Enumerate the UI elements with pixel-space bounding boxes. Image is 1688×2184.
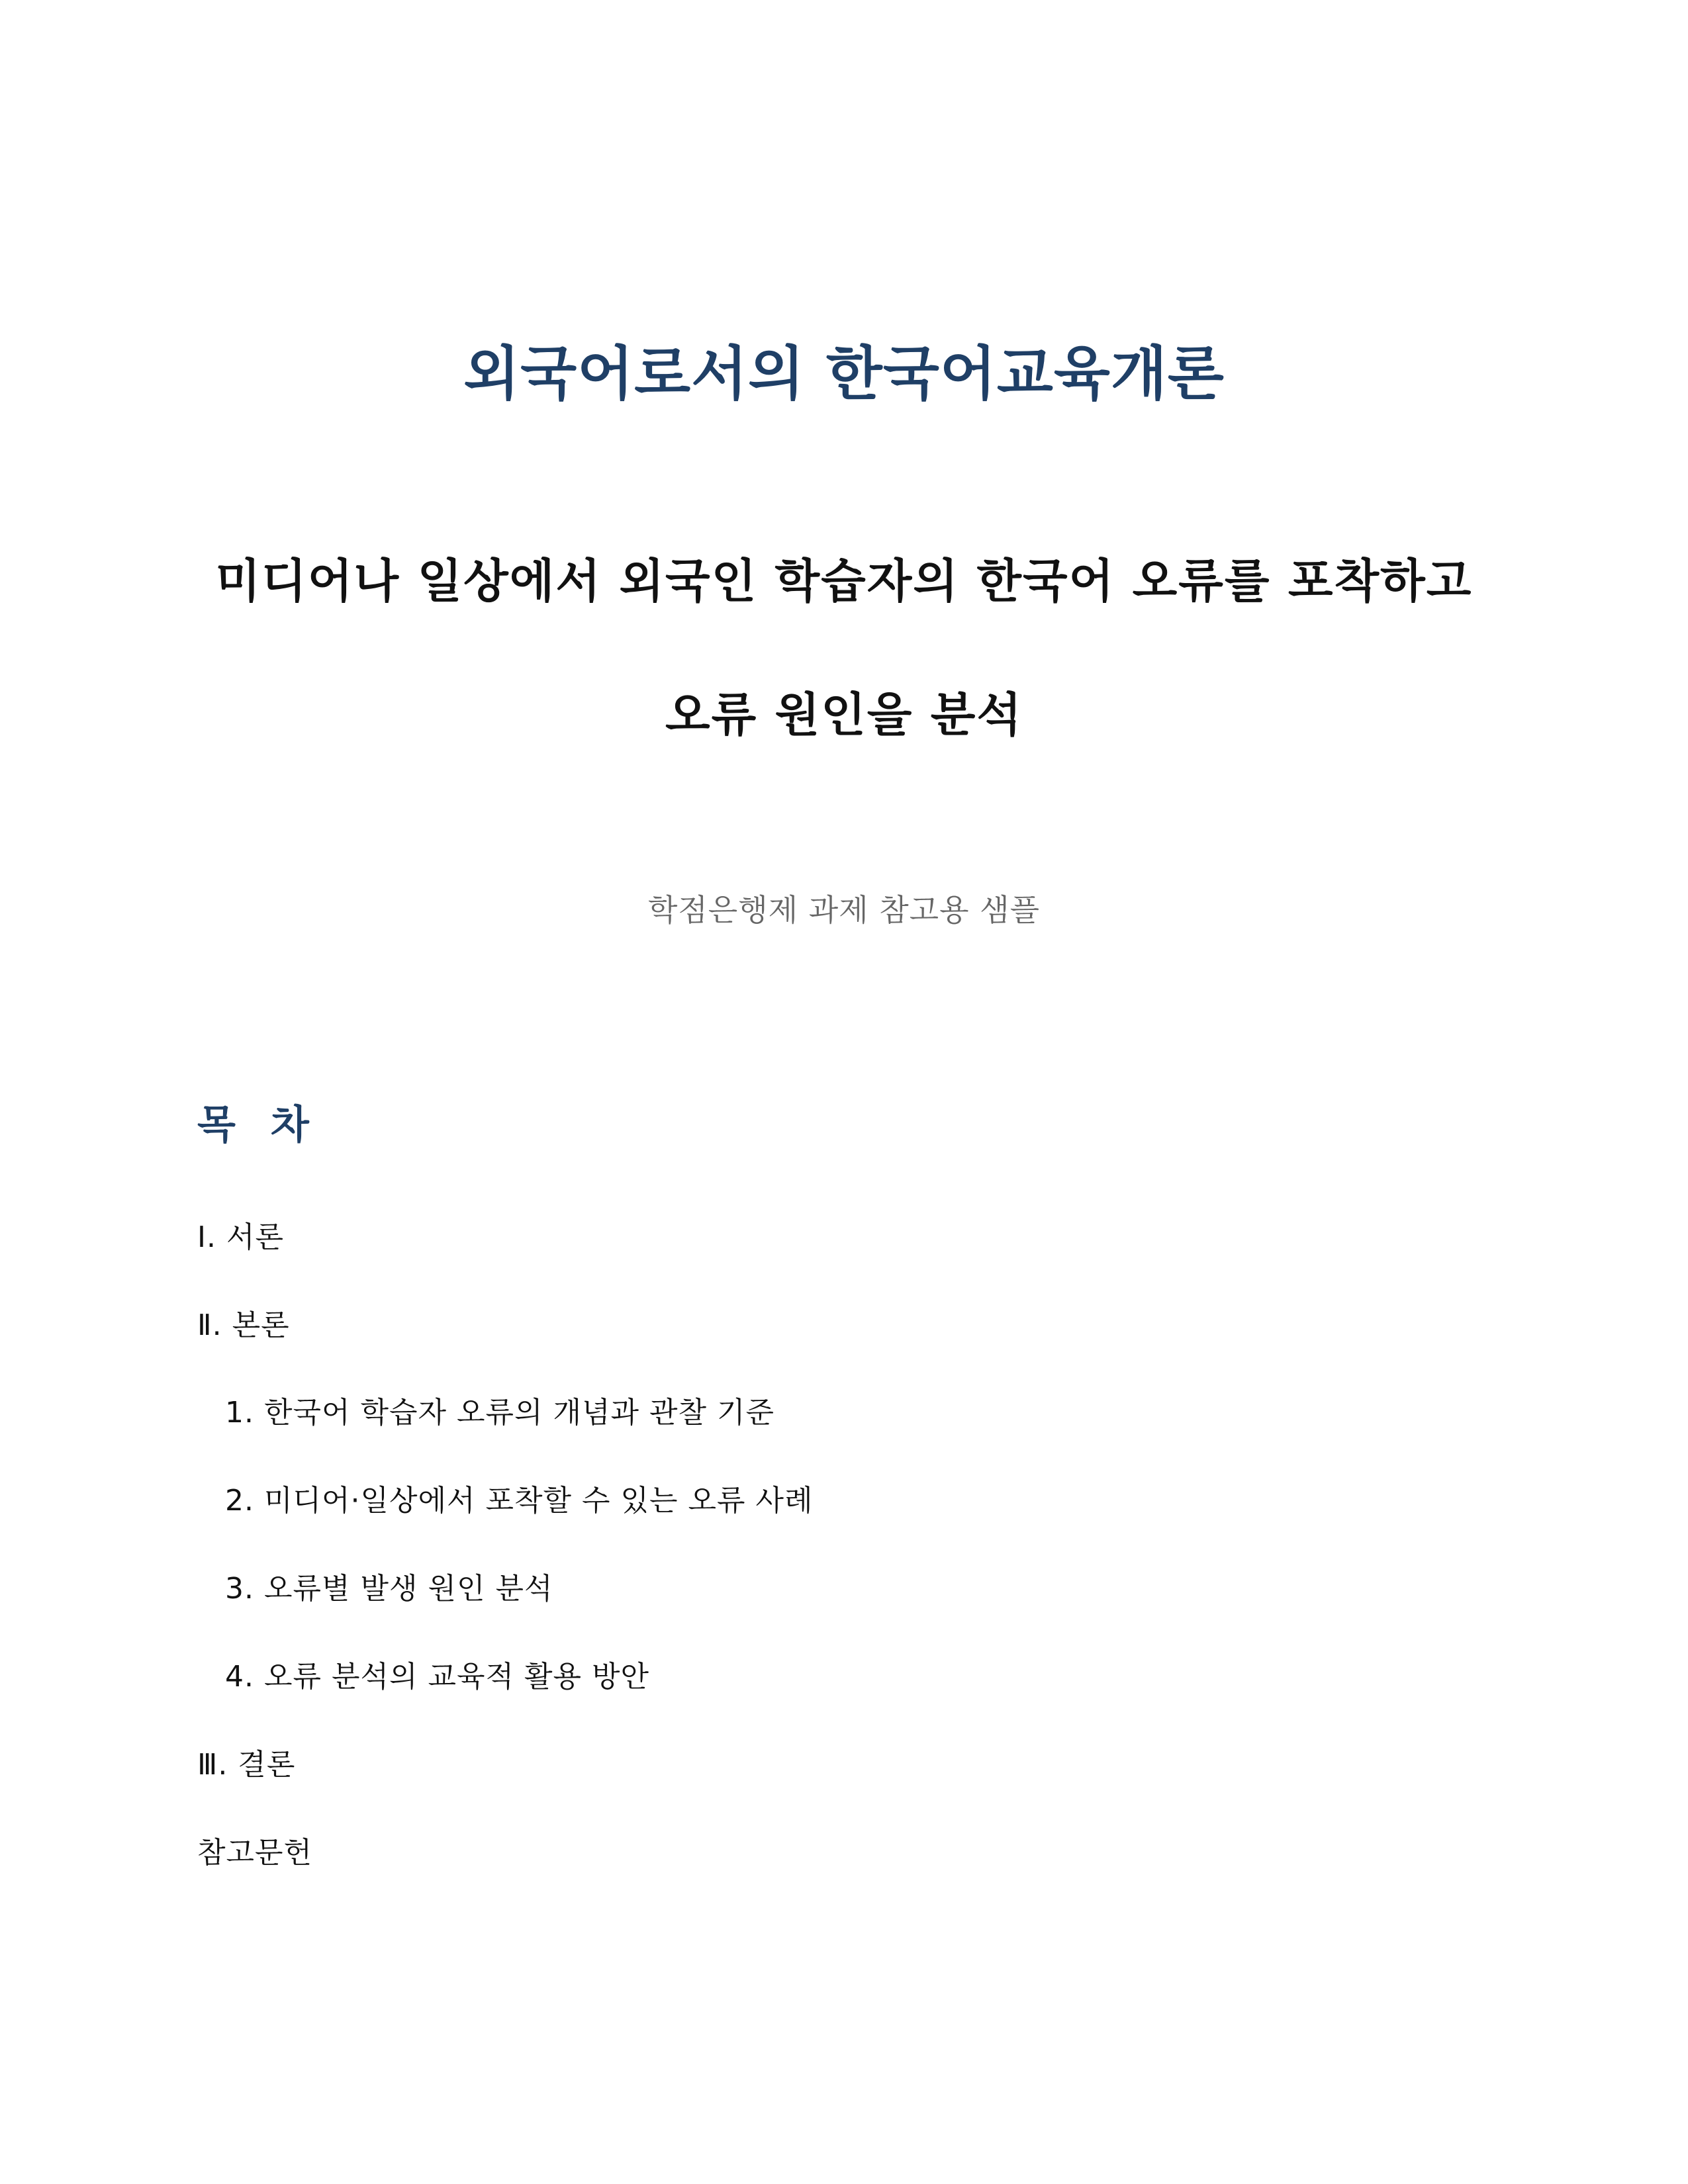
toc-item-references: 참고문헌 — [197, 1836, 313, 1870]
toc-item-body-2: 2. 미디어·일상에서 포착할 수 있는 오류 사례 — [225, 1484, 814, 1518]
toc-item-conclusion: Ⅲ. 결론 — [197, 1748, 296, 1782]
toc-item-body-4: 4. 오류 분석의 교육적 활용 방안 — [225, 1660, 649, 1694]
toc-item-introduction: Ⅰ. 서론 — [197, 1220, 284, 1254]
toc-item-body-3: 3. 오류별 발생 원인 분석 — [225, 1572, 553, 1606]
topic-title-line-2: 오류 원인을 분석 — [665, 688, 1023, 742]
subtitle: 학점은행제 과제 참고용 샘플 — [647, 892, 1041, 928]
topic-title-line-1: 미디어나 일상에서 외국인 학습자의 한국어 오류를 포착하고 — [215, 554, 1473, 608]
toc-item-body-1: 1. 한국어 학습자 오류의 개념과 관찰 기준 — [225, 1396, 774, 1430]
course-title: 외국어로서의 한국어교육개론 — [463, 340, 1225, 408]
toc-item-body: Ⅱ. 본론 — [197, 1308, 290, 1342]
toc-heading: 목 차 — [197, 1102, 320, 1148]
